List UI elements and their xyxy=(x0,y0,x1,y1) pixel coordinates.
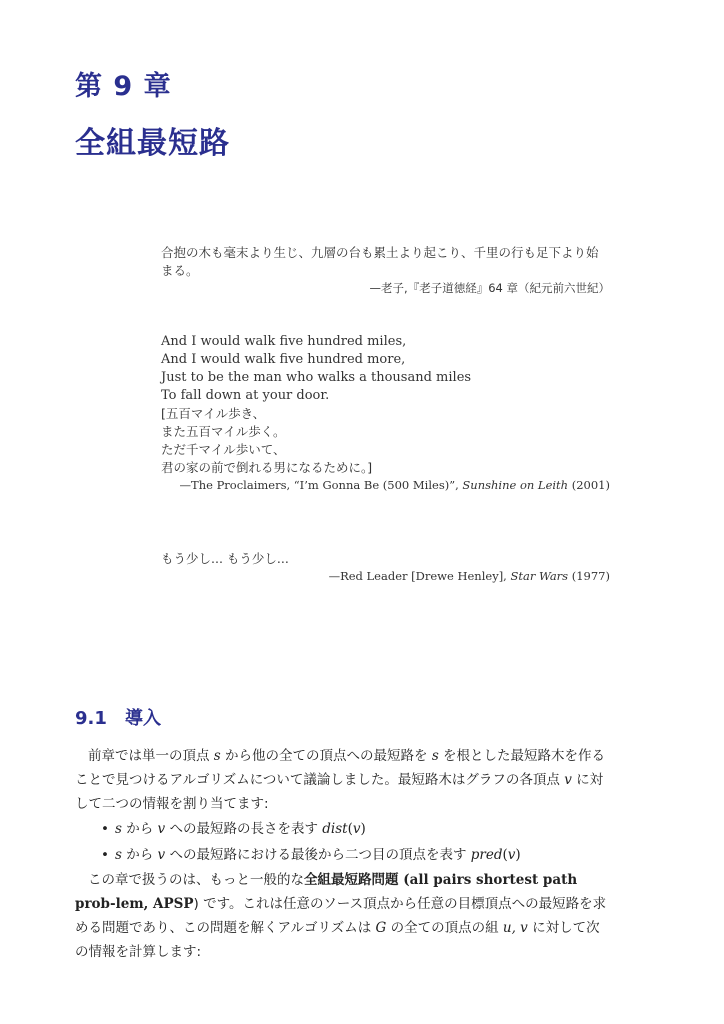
math-paren: ) xyxy=(360,821,366,837)
math-v: v xyxy=(157,821,166,837)
text-run: であり、この問題を解くアルゴリズムは xyxy=(129,920,376,936)
epigraph-line: ただ千マイル歩いて、 xyxy=(161,442,286,457)
body-text xyxy=(75,744,611,964)
attribution-text: —The Proclaimers, “I’m Gonna Be (500 Miles)”, xyxy=(179,478,463,492)
text-run: ) です。これは任意のソース頂点から任意の目標頂点への最短路を求める問題 xyxy=(75,896,607,936)
text-run: 算します: xyxy=(142,944,202,960)
math-s: s xyxy=(213,748,221,764)
math-v: v xyxy=(157,847,166,863)
text-run: 前章では単一の頂点 xyxy=(88,748,214,764)
epigraph-laozi xyxy=(161,244,610,297)
bullet: • xyxy=(101,847,109,863)
epigraph-line: To fall down at your door. xyxy=(161,388,330,403)
epigraph-line: And I would walk five hundred more, xyxy=(161,352,406,367)
text-run: への最短路の長さを表す xyxy=(165,821,323,837)
epigraph-proclaimers xyxy=(161,333,610,494)
attribution-text: —Red Leader [Drewe Henley], xyxy=(328,569,511,583)
math-s: s xyxy=(115,821,122,837)
section-title: 導入 xyxy=(125,708,161,729)
math-v: v xyxy=(507,847,516,863)
attribution-year: (1977) xyxy=(568,569,610,583)
text-run: に対して xyxy=(75,772,604,812)
term-apsp-en: lem, APSP xyxy=(115,896,194,912)
text-run: とで見つけるアルゴリズムについて議論しました。最短路木はグラフの各頂点 xyxy=(88,772,565,788)
text-run: に対して次の情報を計 xyxy=(75,920,600,960)
epigraph-attribution: —老子,『老子道徳経』64 章（紀元前六世紀） xyxy=(369,281,610,295)
text-run: から xyxy=(121,847,158,863)
epigraph-attribution xyxy=(161,568,610,585)
math-v: v xyxy=(564,772,572,788)
math-paren: ) xyxy=(515,847,521,863)
list-item xyxy=(75,816,611,842)
term-apsp-ja: 全組最短路問題 xyxy=(304,872,399,888)
math-paren: ( xyxy=(347,821,353,837)
chapter-label: 第 9 章 xyxy=(75,71,172,102)
section-heading xyxy=(75,704,161,730)
math-G: G xyxy=(375,920,387,936)
bullet: • xyxy=(101,821,109,837)
math-paren: ( xyxy=(502,847,508,863)
epigraph-line: [五百マイル歩き、 xyxy=(161,406,266,421)
text-run: の全ての頂点の組 xyxy=(386,920,503,936)
attribution-year: (2001) xyxy=(568,478,610,492)
math-s: s xyxy=(431,748,439,764)
math-v: v xyxy=(352,821,361,837)
info-list xyxy=(75,816,611,868)
text-run: への最短路における最後から二つ目の頂点を表す xyxy=(165,847,471,863)
text-run: この章で扱うのは、もっと一般的な xyxy=(88,872,304,888)
epigraph-attribution xyxy=(161,477,610,494)
text-run: を根とした最短路木を作るこ xyxy=(75,748,606,788)
epigraph-star-wars xyxy=(161,550,610,585)
paragraph-apsp xyxy=(75,868,611,964)
list-item xyxy=(75,842,611,868)
epigraph-line: 君の家の前で倒れる男になるために。] xyxy=(161,460,373,475)
attribution-film: Star Wars xyxy=(510,569,569,583)
section-number: 9.1 xyxy=(75,708,107,729)
epigraph-line: また五百マイル歩く。 xyxy=(161,424,286,439)
text-run: から xyxy=(121,821,158,837)
epigraph-line: Just to be the man who walks a thousand miles xyxy=(161,370,472,385)
math-dist: dist xyxy=(322,821,348,837)
chapter-title: 全組最短路 xyxy=(75,126,230,161)
math-pred: pred xyxy=(470,847,503,863)
text-run: から他の全ての頂点への最短路を xyxy=(220,748,432,764)
paragraph-intro xyxy=(75,744,611,816)
math-uv: u, v xyxy=(502,920,528,936)
text-run: 二つの情報を割り当てます: xyxy=(102,796,269,812)
epigraph-line: 合抱の木も毫末より生じ、九層の台も累土より起こり、千里の行も足下より始まる。 xyxy=(161,245,599,278)
epigraph-line: And I would walk five hundred miles, xyxy=(161,334,407,349)
attribution-album: Sunshine on Leith xyxy=(462,478,569,492)
term-apsp-en: (all pairs shortest path prob- xyxy=(75,872,578,912)
math-s: s xyxy=(115,847,122,863)
epigraph-line: もう少し... もう少し... xyxy=(161,551,289,566)
